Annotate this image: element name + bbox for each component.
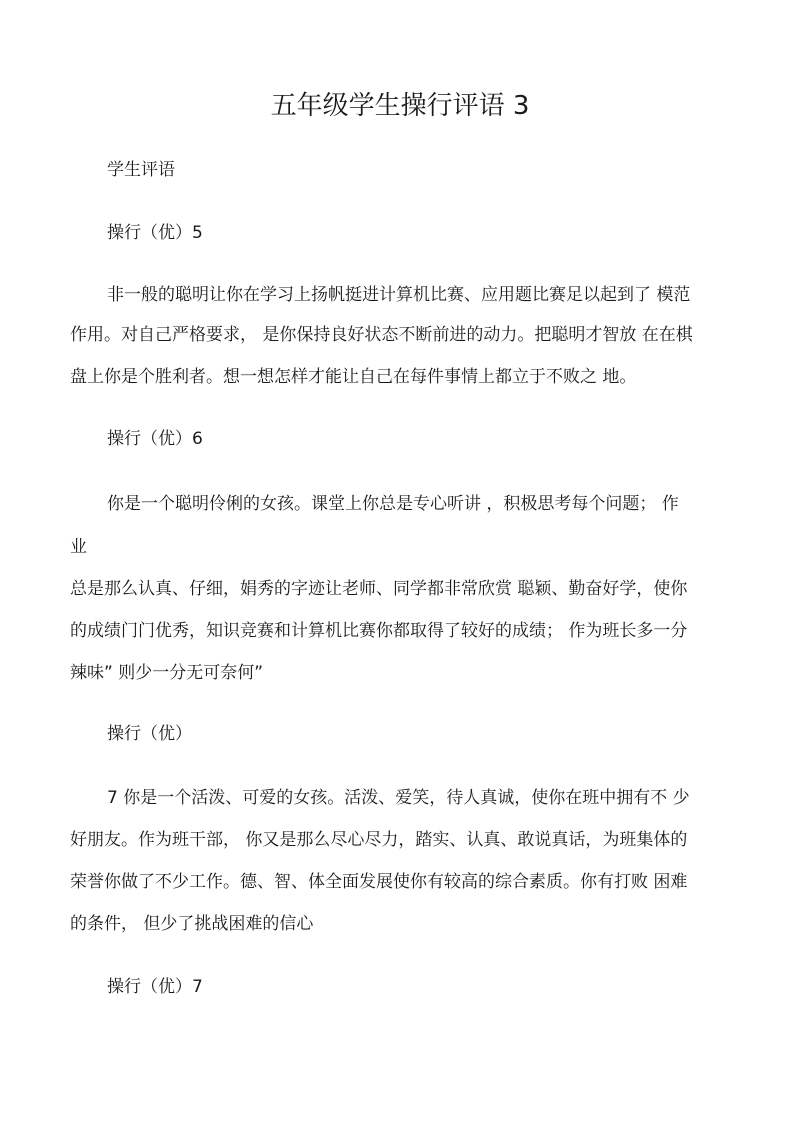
paragraph-line: 的条件， 但少了挑战困难的信心 xyxy=(70,914,314,934)
section-heading: 操行（优）7 xyxy=(107,977,203,997)
paragraph-line: 好朋友。作为班干部， 你又是那么尽心尽力，踏实、认真、敢说真话，为班集体的 xyxy=(70,830,688,850)
paragraph-line: 7 你是一个活泼、可爱的女孩。活泼、爱笑，待人真诚，使你在班中拥有不 少 xyxy=(107,788,690,808)
paragraph-line: 辣味” 则少一分无可奈何” xyxy=(70,663,264,683)
paragraph-line: 总是那么认真、仔细，娟秀的字迹让老师、同学都非常欣赏 聪颖、勤奋好学，使你 xyxy=(70,579,688,599)
paragraph-line: 你是一个聪明伶俐的女孩。课堂上你总是专心听讲 ，积极思考每个问题； 作 xyxy=(107,494,679,514)
subtitle: 学生评语 xyxy=(107,160,175,180)
paragraph-line: 作用。对自己严格要求， 是你保持良好状态不断前进的动力。把聪明才智放 在在棋 xyxy=(70,325,693,345)
paragraph-line: 业 xyxy=(70,537,87,557)
paragraph-line: 的成绩门门优秀，知识竞赛和计算机比赛你都取得了较好的成绩； 作为班长多一分 xyxy=(70,621,688,641)
paragraph-line: 非一般的聪明让你在学习上扬帆挺进计算机比赛、应用题比赛足以起到了 模范 xyxy=(107,285,691,305)
section-heading: 操行（优） xyxy=(107,724,192,744)
paragraph-line: 荣誉你做了不少工作。德、智、体全面发展使你有较高的综合素质。你有打败 困难 xyxy=(70,872,688,892)
paragraph-line: 盘上你是个胜利者。想一想怎样才能让自己在每件事情上都立于不败之 地。 xyxy=(70,367,637,387)
section-heading: 操行（优）5 xyxy=(107,223,203,243)
document-title: 五年级学生操行评语 3 xyxy=(270,91,530,121)
section-heading: 操行（优）6 xyxy=(107,429,203,449)
